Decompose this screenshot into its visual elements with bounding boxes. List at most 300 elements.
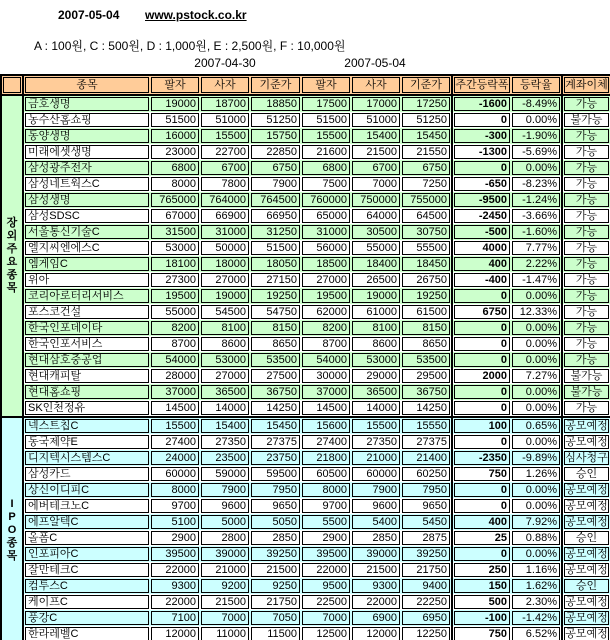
transfer-status: 공모예정	[562, 546, 610, 562]
table-row	[1, 272, 610, 288]
table-row	[1, 95, 610, 112]
price-value-4: 7000	[351, 176, 401, 192]
price-value-3: 2900	[301, 530, 351, 546]
table-row	[1, 610, 610, 626]
change-rate: -1.90%	[511, 128, 562, 144]
stock-name: 농수산홈쇼핑	[23, 112, 150, 128]
price-value-5: 9650	[401, 498, 452, 514]
price-value-4: 21500	[351, 562, 401, 578]
table-row	[1, 417, 610, 434]
stock-name: 케이프C	[23, 594, 150, 610]
change-rate: 6.52%	[511, 626, 562, 640]
table-row	[1, 546, 610, 562]
change-rate: -1.60%	[511, 224, 562, 240]
transfer-status: 공모예정	[562, 594, 610, 610]
table-row	[1, 288, 610, 304]
price-value-2: 6750	[250, 160, 301, 176]
stock-name: 디지텍시스템스C	[23, 450, 150, 466]
price-value-0: 8200	[150, 320, 200, 336]
transfer-status: 승인	[562, 578, 610, 594]
price-value-1: 54500	[200, 304, 250, 320]
stock-name: 서울통신기술C	[23, 224, 150, 240]
table-row	[1, 224, 610, 240]
change-rate: -9.89%	[511, 450, 562, 466]
price-value-1: 23500	[200, 450, 250, 466]
price-value-5: 60250	[401, 466, 452, 482]
weekly-change: 750	[452, 466, 511, 482]
price-value-1: 9600	[200, 498, 250, 514]
price-value-5: 26750	[401, 272, 452, 288]
weekly-change: 0	[452, 320, 511, 336]
price-value-0: 51500	[150, 112, 200, 128]
price-value-4: 18400	[351, 256, 401, 272]
weekly-change: 0	[452, 384, 511, 400]
weekly-change: 0	[452, 352, 511, 368]
price-value-5: 9400	[401, 578, 452, 594]
stock-name: 풍강C	[23, 610, 150, 626]
change-rate: 7.92%	[511, 514, 562, 530]
price-value-0: 23000	[150, 144, 200, 160]
stock-name: 올폼C	[23, 530, 150, 546]
change-rate: 0.00%	[511, 288, 562, 304]
price-value-0: 39500	[150, 546, 200, 562]
transfer-status: 가능	[562, 192, 610, 208]
price-value-2: 66950	[250, 208, 301, 224]
transfer-status: 공모예정	[562, 434, 610, 450]
table-row	[1, 514, 610, 530]
price-value-5: 36750	[401, 384, 452, 400]
price-value-3: 15600	[301, 417, 351, 434]
table-row	[1, 384, 610, 400]
price-value-2: 21750	[250, 594, 301, 610]
table-header	[1, 75, 610, 95]
price-value-1: 50000	[200, 240, 250, 256]
transfer-status: 불가능	[562, 368, 610, 384]
weekly-change: 6750	[452, 304, 511, 320]
price-value-5: 14250	[401, 400, 452, 417]
price-value-3: 9700	[301, 498, 351, 514]
price-value-1: 18000	[200, 256, 250, 272]
transfer-status: 가능	[562, 272, 610, 288]
price-value-4: 8100	[351, 320, 401, 336]
date-group-current: 2007-05-04	[344, 56, 406, 70]
price-value-4: 7900	[351, 482, 401, 498]
weekly-change: -1600	[452, 95, 511, 112]
stock-name: 삼성생명	[23, 192, 150, 208]
weekly-change: 0	[452, 112, 511, 128]
transfer-status: 가능	[562, 176, 610, 192]
section-label-ipo: I P O 종 목	[1, 417, 23, 640]
price-value-5: 29500	[401, 368, 452, 384]
column-header-8: 등락율	[511, 75, 562, 95]
price-value-3: 6800	[301, 160, 351, 176]
price-value-1: 39000	[200, 546, 250, 562]
price-value-3: 8200	[301, 320, 351, 336]
table-row	[1, 352, 610, 368]
price-value-4: 53000	[351, 352, 401, 368]
table-row	[1, 530, 610, 546]
transfer-status: 공모예정	[562, 610, 610, 626]
price-value-0: 67000	[150, 208, 200, 224]
price-value-2: 5050	[250, 514, 301, 530]
price-value-1: 53000	[200, 352, 250, 368]
price-value-3: 54000	[301, 352, 351, 368]
price-value-0: 60000	[150, 466, 200, 482]
stock-name: 잘만테크C	[23, 562, 150, 578]
table-row	[1, 498, 610, 514]
price-value-3: 22500	[301, 594, 351, 610]
weekly-change: -300	[452, 128, 511, 144]
change-rate: -1.47%	[511, 272, 562, 288]
change-rate: -1.24%	[511, 192, 562, 208]
table-row	[1, 128, 610, 144]
transfer-status: 공모예정	[562, 514, 610, 530]
table-row	[1, 176, 610, 192]
stock-name: 동양생명	[23, 128, 150, 144]
change-rate: 7.77%	[511, 240, 562, 256]
price-value-5: 2875	[401, 530, 452, 546]
price-value-0: 22000	[150, 594, 200, 610]
transfer-status: 가능	[562, 352, 610, 368]
stock-name: 엘지씨엔에스C	[23, 240, 150, 256]
price-value-0: 8700	[150, 336, 200, 352]
price-value-1: 36500	[200, 384, 250, 400]
price-value-4: 61000	[351, 304, 401, 320]
price-value-0: 14500	[150, 400, 200, 417]
price-value-0: 19500	[150, 288, 200, 304]
price-value-1: 7800	[200, 176, 250, 192]
price-value-5: 19250	[401, 288, 452, 304]
price-value-0: 22000	[150, 562, 200, 578]
price-value-4: 19000	[351, 288, 401, 304]
date-group-previous: 2007-04-30	[194, 56, 256, 70]
price-value-1: 27000	[200, 272, 250, 288]
change-rate: -5.69%	[511, 144, 562, 160]
change-rate: 2.30%	[511, 594, 562, 610]
transfer-status: 가능	[562, 224, 610, 240]
price-value-3: 21600	[301, 144, 351, 160]
price-value-5: 53500	[401, 352, 452, 368]
price-value-5: 17250	[401, 95, 452, 112]
transfer-status: 가능	[562, 144, 610, 160]
stock-name: 삼성카드	[23, 466, 150, 482]
price-value-5: 51250	[401, 112, 452, 128]
table-row	[1, 466, 610, 482]
stock-name: 현대캐피탈	[23, 368, 150, 384]
price-value-2: 19250	[250, 288, 301, 304]
weekly-change: 0	[452, 498, 511, 514]
stock-name: 넥스트칩C	[23, 417, 150, 434]
weekly-change: -100	[452, 610, 511, 626]
price-value-3: 7500	[301, 176, 351, 192]
report-date: 2007-05-04	[58, 8, 120, 22]
change-rate: 0.00%	[511, 352, 562, 368]
price-value-5: 21400	[401, 450, 452, 466]
change-rate: 0.00%	[511, 482, 562, 498]
price-value-2: 36750	[250, 384, 301, 400]
price-value-1: 14000	[200, 400, 250, 417]
price-value-1: 18700	[200, 95, 250, 112]
change-rate: 0.00%	[511, 112, 562, 128]
transfer-status: 가능	[562, 256, 610, 272]
price-value-2: 23750	[250, 450, 301, 466]
change-rate: 0.00%	[511, 400, 562, 417]
transfer-status: 불가능	[562, 384, 610, 400]
weekly-change: 100	[452, 417, 511, 434]
price-value-0: 24000	[150, 450, 200, 466]
stock-name: 동국제약E	[23, 434, 150, 450]
price-value-2: 39250	[250, 546, 301, 562]
change-rate: 12.33%	[511, 304, 562, 320]
price-value-2: 11500	[250, 626, 301, 640]
price-value-3: 12500	[301, 626, 351, 640]
change-rate: 0.00%	[511, 384, 562, 400]
pstock-site-link[interactable]: www.pstock.co.kr	[145, 8, 247, 22]
price-value-3: 15500	[301, 128, 351, 144]
price-value-5: 27375	[401, 434, 452, 450]
price-value-1: 7000	[200, 610, 250, 626]
price-value-2: 22850	[250, 144, 301, 160]
price-value-2: 27150	[250, 272, 301, 288]
price-value-3: 22000	[301, 562, 351, 578]
price-value-5: 6950	[401, 610, 452, 626]
price-value-4: 39000	[351, 546, 401, 562]
table-row	[1, 256, 610, 272]
price-value-3: 18500	[301, 256, 351, 272]
price-value-4: 30500	[351, 224, 401, 240]
price-value-1: 66900	[200, 208, 250, 224]
price-value-5: 8650	[401, 336, 452, 352]
weekly-change: 150	[452, 578, 511, 594]
weekly-change: 0	[452, 482, 511, 498]
price-value-0: 54000	[150, 352, 200, 368]
price-value-0: 18100	[150, 256, 200, 272]
price-value-1: 8600	[200, 336, 250, 352]
change-rate: 0.00%	[511, 160, 562, 176]
stock-name: 컴투스C	[23, 578, 150, 594]
transfer-status: 공모예정	[562, 562, 610, 578]
price-value-5: 755000	[401, 192, 452, 208]
weekly-change: 250	[452, 562, 511, 578]
price-value-4: 64000	[351, 208, 401, 224]
price-value-0: 5100	[150, 514, 200, 530]
table-row	[1, 208, 610, 224]
price-value-2: 18050	[250, 256, 301, 272]
weekly-change: 400	[452, 514, 511, 530]
price-value-5: 18450	[401, 256, 452, 272]
column-header-3: 기준가	[250, 75, 301, 95]
column-header-6: 기준가	[401, 75, 452, 95]
price-value-3: 21800	[301, 450, 351, 466]
price-value-0: 8000	[150, 482, 200, 498]
price-value-1: 31000	[200, 224, 250, 240]
price-value-4: 14000	[351, 400, 401, 417]
price-value-2: 54750	[250, 304, 301, 320]
price-value-3: 19500	[301, 288, 351, 304]
price-value-5: 15450	[401, 128, 452, 144]
price-value-2: 31250	[250, 224, 301, 240]
weekly-change: -650	[452, 176, 511, 192]
price-value-3: 62000	[301, 304, 351, 320]
price-value-3: 39500	[301, 546, 351, 562]
price-value-4: 51000	[351, 112, 401, 128]
transfer-status: 가능	[562, 128, 610, 144]
price-table	[0, 74, 610, 640]
price-value-3: 51500	[301, 112, 351, 128]
column-header-2: 사자	[200, 75, 250, 95]
price-value-0: 16000	[150, 128, 200, 144]
price-value-3: 17500	[301, 95, 351, 112]
weekly-change: 25	[452, 530, 511, 546]
price-value-0: 9700	[150, 498, 200, 514]
stock-name: 한국인포데이타	[23, 320, 150, 336]
transfer-status: 가능	[562, 304, 610, 320]
transfer-status: 심사청구	[562, 450, 610, 466]
price-value-2: 18850	[250, 95, 301, 112]
change-rate: 2.22%	[511, 256, 562, 272]
stock-name: 금호생명	[23, 95, 150, 112]
price-value-4: 22000	[351, 594, 401, 610]
price-value-5: 8150	[401, 320, 452, 336]
price-value-0: 12000	[150, 626, 200, 640]
price-value-4: 5400	[351, 514, 401, 530]
stock-name: 위아	[23, 272, 150, 288]
column-header-0: 종목	[23, 75, 150, 95]
change-rate: 0.88%	[511, 530, 562, 546]
price-value-2: 15450	[250, 417, 301, 434]
price-value-5: 15550	[401, 417, 452, 434]
price-value-3: 31000	[301, 224, 351, 240]
table-row	[1, 400, 610, 417]
price-value-2: 9250	[250, 578, 301, 594]
price-value-5: 30750	[401, 224, 452, 240]
price-value-1: 8100	[200, 320, 250, 336]
price-value-0: 9300	[150, 578, 200, 594]
price-value-4: 60000	[351, 466, 401, 482]
table-row	[1, 240, 610, 256]
stock-name: 삼성SDSC	[23, 208, 150, 224]
price-value-4: 12000	[351, 626, 401, 640]
stock-name: 한라레벨C	[23, 626, 150, 640]
price-value-1: 27000	[200, 368, 250, 384]
column-header-7: 주간등락폭	[452, 75, 511, 95]
stock-name: SK인천정유	[23, 400, 150, 417]
price-value-1: 15400	[200, 417, 250, 434]
price-value-4: 750000	[351, 192, 401, 208]
price-value-2: 53500	[250, 352, 301, 368]
table-row	[1, 562, 610, 578]
price-value-1: 7900	[200, 482, 250, 498]
price-value-1: 27350	[200, 434, 250, 450]
price-value-4: 15500	[351, 417, 401, 434]
price-value-3: 8000	[301, 482, 351, 498]
stock-name: 삼성광주전자	[23, 160, 150, 176]
weekly-change: -2350	[452, 450, 511, 466]
price-value-4: 6900	[351, 610, 401, 626]
transfer-status: 가능	[562, 208, 610, 224]
price-value-1: 6700	[200, 160, 250, 176]
weekly-change: 0	[452, 400, 511, 417]
price-value-4: 9300	[351, 578, 401, 594]
price-value-4: 29000	[351, 368, 401, 384]
weekly-change: -9500	[452, 192, 511, 208]
price-value-4: 2850	[351, 530, 401, 546]
price-value-3: 8700	[301, 336, 351, 352]
price-value-5: 7950	[401, 482, 452, 498]
price-value-0: 19000	[150, 95, 200, 112]
table-row	[1, 368, 610, 384]
change-rate: 0.00%	[511, 320, 562, 336]
column-header-5: 사자	[351, 75, 401, 95]
stock-name: 포스코건설	[23, 304, 150, 320]
price-value-3: 56000	[301, 240, 351, 256]
price-value-1: 764000	[200, 192, 250, 208]
price-value-5: 7250	[401, 176, 452, 192]
price-value-2: 51500	[250, 240, 301, 256]
column-header-9: 계좌이체	[562, 75, 610, 95]
stock-name: 코리아로터리서비스	[23, 288, 150, 304]
transfer-status: 공모예정	[562, 626, 610, 640]
price-value-5: 61500	[401, 304, 452, 320]
price-value-1: 9200	[200, 578, 250, 594]
price-value-2: 15750	[250, 128, 301, 144]
change-rate: 1.16%	[511, 562, 562, 578]
change-rate: -3.66%	[511, 208, 562, 224]
transfer-status: 승인	[562, 530, 610, 546]
price-value-3: 14500	[301, 400, 351, 417]
transfer-status: 불가능	[562, 112, 610, 128]
weekly-change: 0	[452, 160, 511, 176]
price-value-1: 51000	[200, 112, 250, 128]
transfer-status: 공모예정	[562, 482, 610, 498]
stock-name: 엠게임C	[23, 256, 150, 272]
weekly-change: -500	[452, 224, 511, 240]
weekly-change: 0	[452, 546, 511, 562]
price-value-4: 9600	[351, 498, 401, 514]
table-row	[1, 482, 610, 498]
price-value-3: 37000	[301, 384, 351, 400]
weekly-change: 4000	[452, 240, 511, 256]
price-value-4: 8600	[351, 336, 401, 352]
stock-name: 에버테크노C	[23, 498, 150, 514]
column-header-4: 팔자	[301, 75, 351, 95]
change-rate: 0.00%	[511, 498, 562, 514]
change-rate: -1.42%	[511, 610, 562, 626]
price-value-5: 39250	[401, 546, 452, 562]
change-rate: 0.65%	[511, 417, 562, 434]
price-value-2: 2850	[250, 530, 301, 546]
stock-name: 삼성네트웍스C	[23, 176, 150, 192]
price-value-1: 22700	[200, 144, 250, 160]
price-value-2: 21500	[250, 562, 301, 578]
price-value-4: 15400	[351, 128, 401, 144]
price-value-4: 21500	[351, 144, 401, 160]
price-value-4: 17000	[351, 95, 401, 112]
price-value-2: 14250	[250, 400, 301, 417]
stock-name: 에프알텍C	[23, 514, 150, 530]
table-row	[1, 192, 610, 208]
price-value-3: 30000	[301, 368, 351, 384]
price-value-0: 27400	[150, 434, 200, 450]
stock-name: 한국인포서비스	[23, 336, 150, 352]
price-value-2: 27500	[250, 368, 301, 384]
price-value-5: 64500	[401, 208, 452, 224]
price-value-5: 6750	[401, 160, 452, 176]
change-rate: 7.27%	[511, 368, 562, 384]
price-value-5: 21550	[401, 144, 452, 160]
price-value-2: 7900	[250, 176, 301, 192]
section-label-header-cell	[1, 75, 23, 95]
